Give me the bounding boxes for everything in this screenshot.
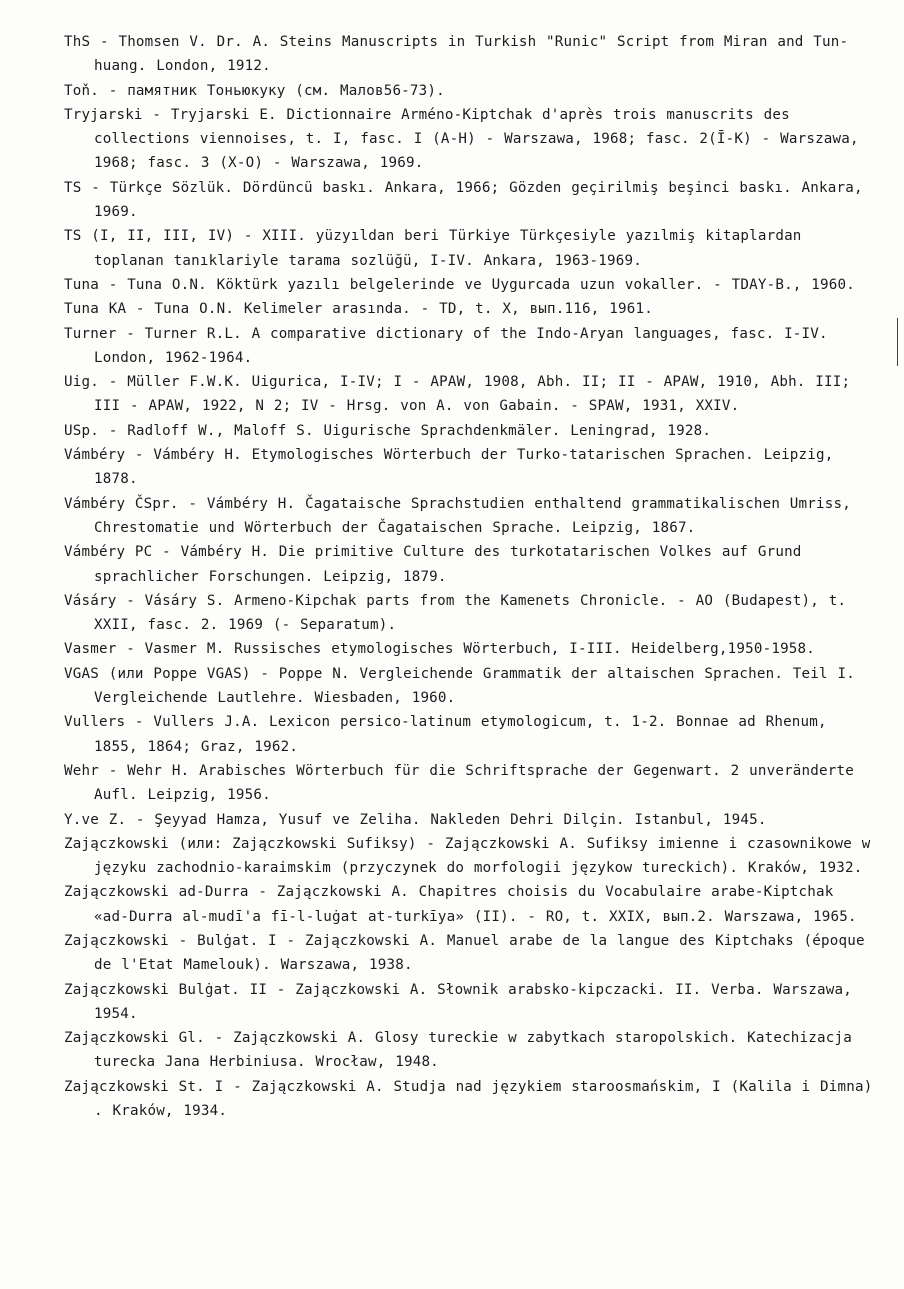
bibliography-entry: TS - Türkçe Sözlük. Dördüncü baskı. Ankara, 1966; Gözden geçirilmiş beşinci baskı. Ankara, 1969. (64, 179, 863, 221)
bibliography-entry: Vasmer - Vasmer M. Russisches etymologisches Wörterbuch, I-III. Heidelberg,1950-1958. (64, 641, 816, 658)
bibliography-entry: Vámbéry ČSpr. - Vámbéry H. Čagataische Sprachstudien enthaltend grammatikalischen Umriss, Chrestomatie und Wörterbuch der Čagataischen Sprache. Leipzig, 1867. (64, 495, 852, 536)
margin-line-mark (897, 318, 898, 366)
bibliography-entry: ThS - Thomsen V. Dr. A. Steins Manuscripts in Turkish "Runic" Script from Miran and Tun-huang. London, 1912. (64, 34, 849, 75)
bibliography-entry: Vámbéry PC - Vámbéry H. Die primitive Culture des turkotatarischen Volkes auf Grund sprachlicher Forschungen. Leipzig, 1879. (64, 544, 802, 585)
bibliography-entry: Zajączkowski - Bulġat. I - Zajączkowski A. Manuel arabe de la langue des Kiptchaks (époque de l'Etat Mamelouk). Warszawa, 1938. (64, 932, 865, 974)
bibliography-entry: TS (I, II, III, IV) - XIII. yüzyıldan beri Türkiye Türkçesiyle yazılmiş kitaplardan toplanan tanıklariyle tarama sozlüğü, I-IV. Ankara, 1963-1969. (64, 228, 802, 269)
bibliography-entry: Zajączkowski ad-Durra - Zajączkowski A. Chapitres choisis du Vocabulaire arabe-Kiptchak «ad-Durra al-mudī'a fī-l-luġat at-turkīya» (II). - RO, t. XXIX, вып.2. Warszawa, 1965. (64, 884, 857, 925)
bibliography-entry: Zajączkowski Bulġat. II - Zajączkowski A. Słownik arabsko-kipczacki. II. Verba. Warszawa, 1954. (64, 981, 853, 1022)
bibliography-entry: Turner - Turner R.L. A comparative dictionary of the Indo-Aryan languages, fasc. I-IV. London, 1962-1964. (64, 325, 828, 366)
bibliography-entry: Zajączkowski Gl. - Zajączkowski A. Glosy tureckie w zabytkach staropolskich. Katechizacja turecka Jana Herbiniusa. Wrocław, 1948. (64, 1030, 853, 1071)
bibliography-entry: Tryjarski - Tryjarski E. Dictionnaire Arméno-Kiptchak d'après trois manuscrits des collections viennoises, t. I, fasc. I (A-H) - Warszawa, 1968; fasc. 2(Ī-K) - Warszawa, 1968; fasc. 3 (X-O) - Warszawa, 1969. (64, 106, 859, 172)
bibliography-list (64, 30, 876, 1123)
bibliography-entry: Uig. - Müller F.W.K. Uigurica, I-IV; I - APAW, 1908, Abh. II; II - APAW, 1910, Abh. III; III - APAW, 1922, N 2; IV - Hrsg. von A. von Gabain. - SPAW, 1931, XXIV. (64, 374, 851, 415)
bibliography-entry: Vullers - Vullers J.A. Lexicon persico-latinum etymologicum, t. 1-2. Bonnae ad Rhenum, 1855, 1864; Graz, 1962. (64, 714, 827, 755)
bibliography-entry: USp. - Radloff W., Maloff S. Uigurische Sprachdenkmäler. Leningrad, 1928. (64, 422, 712, 439)
bibliography-entry: Vásáry - Vásáry S. Armeno-Kipchak parts from the Kamenets Chronicle. - AO (Budapest), t. XXII, fasc. 2. 1969 (- Separatum). (64, 592, 847, 634)
bibliography-entry: Zajączkowski St. I - Zajączkowski A. Studja nad językiem staroosmańskim, I (Kalila i Dimna) . Kraków, 1934. (64, 1078, 873, 1120)
bibliography-entry: Zajączkowski (или: Zajączkowski Sufiksy) - Zajączkowski A. Sufiksy imienne i czasownikowe w języku zachodnio-karaimskim (przyczynek do morfologii językow tureckich). Kraków, 1932. (64, 835, 871, 877)
bibliography-entry: Тоň. - памятник Тоньюкуку (см. Малов56-73). (64, 82, 445, 99)
bibliography-entry: VGAS (или Poppe VGAS) - Poppe N. Vergleichende Grammatik der altaischen Sprachen. Teil I. Vergleichende Lautlehre. Wiesbaden, 1960. (64, 665, 856, 707)
bibliography-entry: Tuna - Tuna O.N. Köktürk yazılı belgelerinde ve Uygurcada uzun vokaller. - TDAY-B., 1960. (64, 276, 856, 293)
bibliography-entry: Vámbéry - Vámbéry H. Etymologisches Wörterbuch der Turko-tatarischen Sprachen. Leipzig, 1878. (64, 447, 834, 488)
bibliography-entry: Tuna KA - Tuna O.N. Kelimeler arasında. - TD, t. X, вып.116, 1961. (64, 301, 653, 318)
bibliography-entry: Y.ve Z. - Şeyyad Hamza, Yusuf ve Zeliha. Nakleden Dehri Dilçin. Istanbul, 1945. (64, 811, 767, 828)
bibliography-entry: Wehr - Wehr H. Arabisches Wörterbuch für die Schriftsprache der Gegenwart. 2 unveränderte Aufl. Leipzig, 1956. (64, 762, 855, 804)
